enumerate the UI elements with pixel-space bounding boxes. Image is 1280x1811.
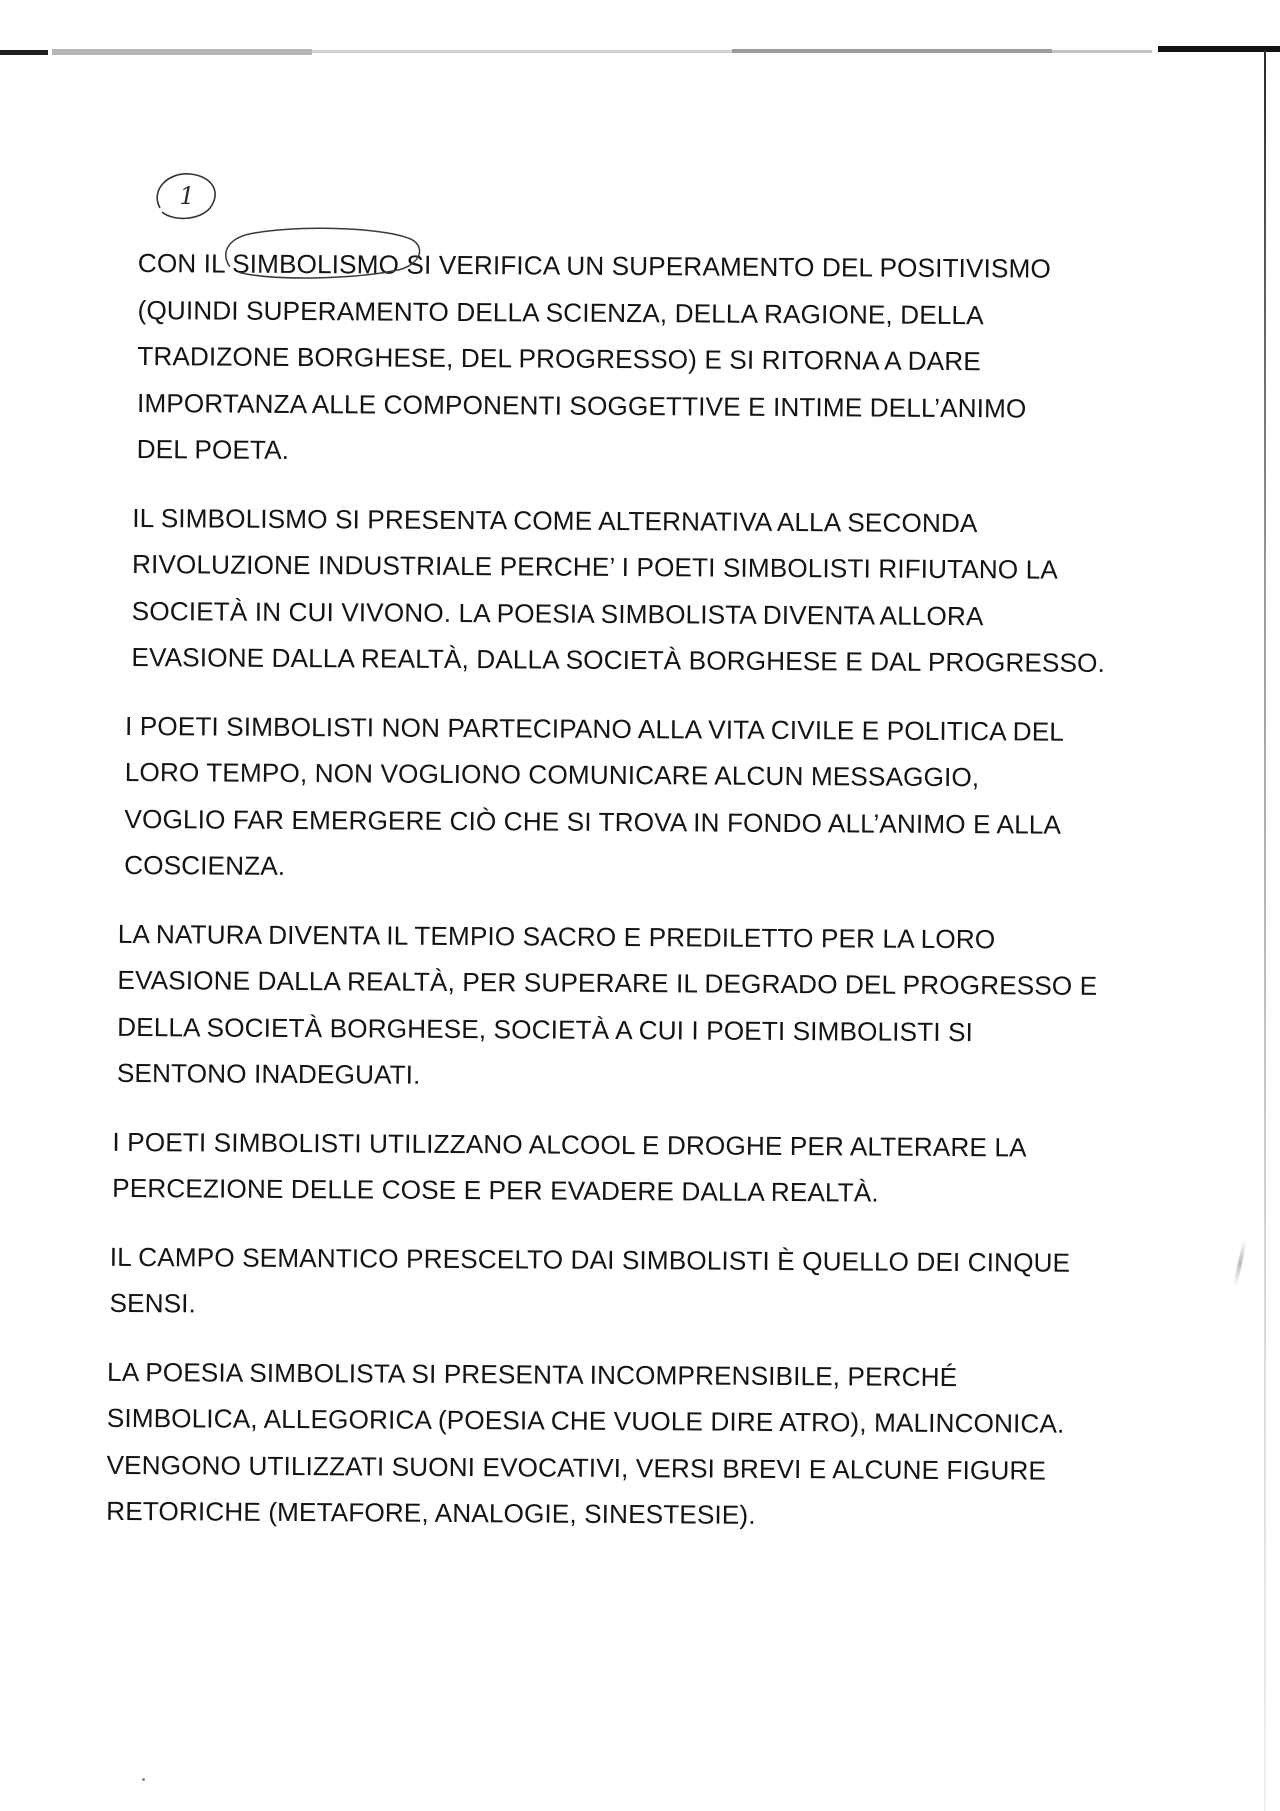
text-line: RIVOLUZIONE INDUSTRIALE PERCHE’ I POETI SIMBOLISTI RIFIUTANO LA [131, 548, 1059, 585]
text-line: TRADIZONE BORGHESE, DEL PROGRESSO) E SI RITORNA A DARE [137, 341, 981, 377]
text-line: IMPORTANZA ALLE COMPONENTI SOGGETTIVE E INTIME DELL’ANIMO [136, 387, 1027, 423]
circled-word: SIMBOLISMO [232, 241, 399, 289]
text-line: PERCEZIONE DELLE COSE E PER EVADERE DALLA REALTÀ. [112, 1172, 879, 1208]
text-line: IL CAMPO SEMANTICO PRESCELTO DAI SIMBOLISTI È QUELLO DEI CINQUE [109, 1241, 1071, 1278]
text-line: I POETI SIMBOLISTI UTILIZZANO ALCOOL E DROGHE PER ALTERARE LA [112, 1126, 1027, 1162]
text-line: SOCIETÀ IN CUI VIVONO. LA POESIA SIMBOLISTA DIVENTA ALLORA [131, 595, 984, 631]
paragraph-5 [112, 1118, 1209, 1218]
text-line: CON IL SIMBOLISMO SI VERIFICA UN SUPERAMENTO DEL POSITIVISMO [138, 240, 1214, 293]
text-line: EVASIONE DALLA REALTÀ, PER SUPERARE IL DEGRADO DEL PROGRESSO E [117, 964, 1098, 1001]
page-number-text: 1 [179, 182, 195, 210]
text-line: SENTONO INADEGUATI. [116, 1057, 421, 1090]
text-line: DELLA SOCIETÀ BORGHESE, SOCIETÀ A CUI I POETI SIMBOLISTI SI [117, 1011, 974, 1047]
paragraph-6 [109, 1233, 1208, 1333]
scan-top-edge [0, 44, 1280, 60]
scan-artifact [1233, 1240, 1246, 1286]
text-line: EVASIONE DALLA REALTÀ, DALLA SOCIETÀ BORGHESE E DAL PROGRESSO. [131, 641, 1106, 678]
text-line: (QUINDI SUPERAMENTO DELLA SCIENZA, DELLA RAGIONE, DELLA [137, 294, 984, 330]
text-line: LA POESIA SIMBOLISTA SI PRESENTA INCOMPRENSIBILE, PERCHÉ [106, 1356, 958, 1392]
text-line: I POETI SIMBOLISTI NON PARTECIPANO ALLA VITA CIVILE E POLITICA DEL [124, 710, 1065, 747]
text-line: LORO TEMPO, NON VOGLIONO COMUNICARE ALCUN MESSAGGIO, [124, 756, 980, 793]
text-line: COSCIENZA. [124, 849, 286, 881]
text-line: VENGONO UTILIZZATI SUONI EVOCATIVI, VERSI BREVI E ALCUNE FIGURE [106, 1449, 1047, 1486]
paragraph-4 [117, 910, 1210, 1103]
paragraph-7 [106, 1348, 1207, 1541]
text-line: SIMBOLICA, ALLEGORICA (POESIA CHE VUOLE DIRE ATRO), MALINCONICA. [106, 1402, 1065, 1439]
paragraph-2 [131, 494, 1212, 687]
paragraph-1 [137, 240, 1214, 479]
scan-dot [142, 1778, 145, 1781]
text-line: DEL POETA. [136, 434, 290, 465]
text-line: IL SIMBOLISMO SI PRESENTA COME ALTERNATIVA ALLA SECONDA [132, 502, 978, 538]
page-number-mark [150, 168, 224, 224]
text-line: RETORICHE (METAFORE, ANALOGIE, SINESTESIE). [106, 1495, 756, 1530]
paragraph-3 [124, 702, 1211, 895]
text-line: VOGLIO FAR EMERGERE CIÒ CHE SI TROVA IN FONDO ALL’ANIMO E ALLA [124, 803, 1062, 840]
sheet-right-edge [1264, 50, 1266, 1811]
text-line: SENSI. [109, 1287, 197, 1319]
document-body [106, 240, 1214, 1563]
text-line: LA NATURA DIVENTA IL TEMPIO SACRO E PREDILETTO PER LA LORO [117, 918, 996, 954]
